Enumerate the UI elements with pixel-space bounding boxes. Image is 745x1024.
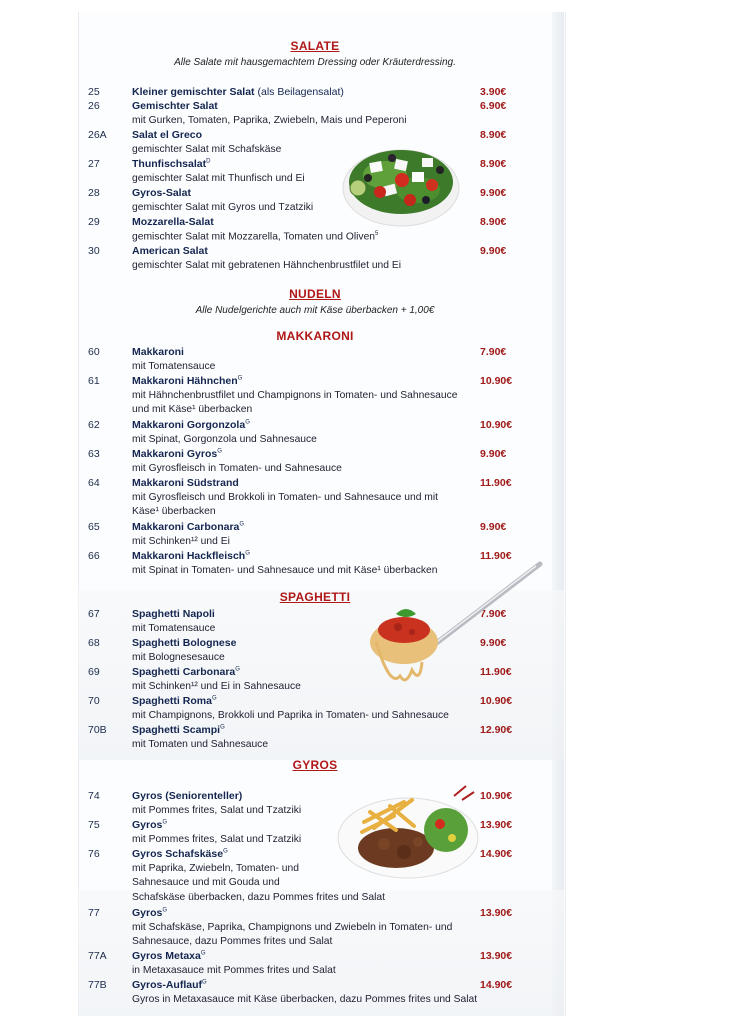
item-price: 7.90€ — [480, 346, 507, 358]
item-price: 8.90€ — [480, 129, 507, 141]
item-number: 65 — [88, 521, 100, 533]
item-description-text: Sahnesauce und mit Gouda und — [132, 877, 280, 889]
section-title-salate: SALATE — [290, 39, 340, 53]
item-name — [132, 477, 239, 489]
item-description-text: mit Tomatensauce — [132, 360, 216, 372]
item-name-text: Makkaroni — [132, 346, 184, 358]
item-number: 77B — [88, 979, 107, 991]
item-description-text: gemischter Salat mit gebratenen Hähnchenbrustfilet und Ei — [132, 259, 402, 271]
item-name-text: Gyros Metaxa — [132, 950, 201, 962]
item-name — [132, 950, 206, 962]
item-name-text: Spaghetti Carbonara — [132, 666, 236, 678]
item-name — [132, 907, 167, 919]
allergen-mark: G — [200, 950, 206, 957]
section-subtitle-salate: Alle Salate mit hausgemachtem Dressing oder Kräuterdressing. — [174, 57, 456, 68]
item-description — [132, 994, 477, 1005]
item-number: 60 — [88, 346, 100, 358]
item-description — [132, 536, 230, 547]
item-price: 9.90€ — [480, 637, 507, 649]
section-title-spaghetti: SPAGHETTI — [279, 590, 351, 604]
item-name — [132, 86, 344, 98]
item-number: 26A — [88, 129, 107, 141]
item-number: 70B — [88, 724, 107, 736]
allergen-mark: G — [237, 375, 243, 382]
greek-salad-image — [340, 130, 462, 230]
item-name — [132, 245, 208, 257]
allergen-mark: G — [223, 848, 228, 855]
item-number: 67 — [88, 608, 100, 620]
item-description-text: mit Hähnchenbrustfilet und Champignons in Tomaten- und Sahnesauce — [132, 389, 458, 401]
item-description — [132, 434, 317, 445]
item-price: 10.90€ — [480, 790, 513, 802]
item-number: 27 — [88, 158, 100, 170]
item-description-text: in Metaxasauce mit Pommes frites und Salat — [132, 964, 336, 976]
allergen-mark: G — [239, 521, 245, 528]
item-description — [132, 202, 313, 213]
allergen-mark: G — [245, 550, 250, 557]
item-description — [132, 390, 458, 401]
item-name-text: Makkaroni Carbonara — [132, 521, 240, 533]
allergen-mark: G — [245, 419, 250, 426]
allergen-mark: G — [220, 724, 225, 731]
item-description — [132, 710, 449, 721]
item-number: 61 — [88, 375, 100, 387]
item-name-text: Gemischter Salat — [132, 100, 218, 112]
item-name — [132, 550, 250, 562]
item-name — [132, 819, 167, 831]
item-name — [132, 100, 218, 112]
item-description-text: mit Tomaten und Sahnesauce — [132, 738, 269, 750]
item-price: 13.90€ — [480, 950, 513, 962]
item-name — [132, 637, 236, 649]
item-description — [132, 623, 215, 634]
item-description-text: mit Schinken¹² und Ei in Sahnesauce — [132, 680, 301, 692]
allergen-mark: G — [211, 695, 217, 702]
item-description-text: mit Pommes frites, Salat und Tzatziki — [132, 804, 302, 816]
item-description — [132, 506, 216, 517]
section-title-gyros: GYROS — [292, 758, 338, 772]
item-description — [132, 863, 299, 874]
item-number: 68 — [88, 637, 100, 649]
item-number: 63 — [88, 448, 100, 460]
item-name — [132, 187, 191, 199]
item-description — [132, 805, 301, 816]
item-description-text: Sahnesauce, dazu Pommes frites und Salat — [132, 936, 333, 948]
item-description — [132, 892, 385, 903]
item-number: 70 — [88, 695, 100, 707]
item-description — [132, 144, 281, 155]
item-name-text: Mozzarella-Salat — [132, 216, 214, 228]
item-price: 8.90€ — [480, 216, 507, 228]
item-name — [132, 216, 214, 228]
item-name-text: Gyros Schafskäse — [132, 848, 224, 860]
item-number: 64 — [88, 477, 100, 489]
item-number: 62 — [88, 419, 100, 431]
item-description-text: mit Champignons, Brokkoli und Paprika in Tomaten- und Sahnesauce — [132, 709, 449, 721]
item-number: 30 — [88, 245, 100, 257]
allergen-mark: D — [206, 158, 211, 165]
item-name-text: Makkaroni Südstrand — [132, 477, 239, 489]
item-name-text: Salat el Greco — [132, 129, 203, 141]
item-name-text: Gyros-Salat — [132, 187, 191, 199]
item-name — [132, 790, 242, 802]
item-name-text: American Salat — [132, 245, 208, 257]
item-name — [132, 129, 202, 141]
item-description — [132, 922, 452, 933]
item-description-text: gemischter Salat mit Schafskäse — [132, 143, 282, 155]
item-price: 11.90€ — [480, 477, 512, 489]
item-price: 7.90€ — [480, 608, 507, 620]
item-description — [132, 492, 438, 503]
allergen-mark: G — [217, 448, 222, 455]
item-number: 66 — [88, 550, 100, 562]
item-number: 77A — [88, 950, 107, 962]
item-description — [132, 739, 268, 750]
allergen-mark: G — [162, 819, 168, 826]
item-description-text: gemischter Salat mit Gyros und Tzatziki — [132, 201, 314, 213]
item-number: 75 — [88, 819, 100, 831]
item-description — [132, 173, 305, 184]
item-name — [132, 419, 250, 431]
item-description — [132, 652, 225, 663]
allergen-mark: G — [202, 979, 207, 986]
item-name — [132, 724, 225, 736]
item-name-text: Makkaroni Hähnchen — [132, 375, 238, 387]
item-name-text: Thunfischsalat — [132, 158, 207, 170]
item-name-text: Gyros — [132, 907, 163, 919]
item-price: 10.90€ — [480, 375, 513, 387]
item-description-text: Schafskäse überbacken, dazu Pommes frites und Salat — [132, 891, 385, 903]
item-description — [132, 361, 215, 372]
item-name — [132, 448, 222, 460]
item-name-text: Gyros — [132, 819, 163, 831]
item-price: 9.90€ — [480, 245, 507, 257]
item-name — [132, 375, 242, 387]
item-name-text: Kleiner gemischter Salat — [132, 86, 255, 98]
item-description-text: mit Spinat, Gorgonzola und Sahnesauce — [132, 433, 317, 445]
item-description-text: mit Tomatensauce — [132, 622, 216, 634]
item-description-text: Gyros in Metaxasauce mit Käse überbacken, dazu Pommes frites und Salat — [132, 993, 478, 1005]
item-price: 14.90€ — [480, 979, 513, 991]
item-name-text: Makkaroni Gorgonzola — [132, 419, 246, 431]
item-description-text: mit Gurken, Tomaten, Paprika, Zwiebeln, Mais und Peperoni — [132, 114, 407, 126]
page-edge-shadow — [552, 12, 564, 1016]
item-description-text: und mit Käse¹ überbacken — [132, 404, 253, 416]
item-description-text: mit Schafskäse, Paprika, Champignons und Zwiebeln in Tomaten- und — [132, 921, 453, 933]
item-description-text: mit Gyrosfleisch in Tomaten- und Sahnesauce — [132, 462, 342, 474]
item-name — [132, 979, 207, 991]
item-number: 74 — [88, 790, 100, 802]
allergen-mark: G — [162, 907, 168, 914]
item-price: 11.90€ — [480, 666, 512, 678]
section-title-nudeln: NUDELN — [289, 287, 341, 301]
item-description-text: Käse¹ überbacken — [132, 506, 216, 518]
item-description-text: mit Pommes frites, Salat und Tzatziki — [132, 833, 302, 845]
item-description — [132, 260, 401, 271]
item-description-text: mit Gyrosfleisch und Brokkoli in Tomaten- und Sahnesauce und mit — [132, 491, 439, 503]
item-price: 9.90€ — [480, 187, 507, 199]
item-number: 25 — [88, 86, 100, 98]
item-description — [132, 681, 301, 692]
item-name — [132, 695, 217, 707]
allergen-mark: G — [235, 666, 240, 673]
item-name — [132, 608, 215, 620]
item-price: 3.90€ — [480, 86, 507, 98]
item-price: 10.90€ — [480, 419, 513, 431]
item-name-text: Gyros (Seniorenteller) — [132, 790, 243, 802]
item-price: 13.90€ — [480, 907, 513, 919]
section-title-makkaroni: MAKKARONI — [276, 329, 354, 343]
item-description — [132, 463, 342, 474]
item-description-text: mit Spinat in Tomaten- und Sahnesauce und mit Käse¹ überbacken — [132, 564, 438, 576]
item-name-text: Spaghetti Scampi — [132, 724, 221, 736]
item-name — [132, 521, 244, 533]
item-description — [132, 965, 336, 976]
spaghetti-fork-image — [360, 558, 544, 690]
item-name-text: Spaghetti Bolognese — [132, 637, 237, 649]
item-name — [132, 346, 184, 358]
item-description-text: gemischter Salat mit Mozzarella, Tomaten und Oliven — [132, 231, 376, 243]
item-name — [132, 848, 228, 860]
item-number: 77 — [88, 907, 100, 919]
item-description-text: mit Paprika, Zwiebeln, Tomaten- und — [132, 862, 299, 874]
item-price: 14.90€ — [480, 848, 513, 860]
item-name — [132, 158, 210, 170]
item-price: 6.90€ — [480, 100, 507, 112]
item-name-text: Gyros-Auflauf — [132, 979, 203, 991]
item-price: 11.90€ — [480, 550, 512, 562]
item-name-text: Spaghetti Roma — [132, 695, 212, 707]
item-number: 69 — [88, 666, 100, 678]
item-price: 8.90€ — [480, 158, 507, 170]
item-note: (als Beilagensalat) — [254, 86, 344, 98]
item-description — [132, 877, 280, 888]
item-description-text: gemischter Salat mit Thunfisch und Ei — [132, 172, 305, 184]
item-price: 10.90€ — [480, 695, 513, 707]
item-price: 9.90€ — [480, 521, 507, 533]
item-name-text: Makkaroni Hackfleisch — [132, 550, 246, 562]
item-number: 26 — [88, 100, 100, 112]
item-description — [132, 115, 407, 126]
section-subtitle-nudeln: Alle Nudelgerichte auch mit Käse überbacken + 1,00€ — [195, 305, 435, 316]
item-description — [132, 404, 252, 415]
item-name-text: Makkaroni Gyros — [132, 448, 218, 460]
item-number: 29 — [88, 216, 100, 228]
item-number: 76 — [88, 848, 100, 860]
item-description — [132, 834, 301, 845]
item-price: 9.90€ — [480, 448, 507, 460]
item-description-text: mit Schinken¹² und Ei — [132, 535, 230, 547]
item-price: 13.90€ — [480, 819, 513, 831]
item-name-text: Spaghetti Napoli — [132, 608, 215, 620]
item-name — [132, 666, 240, 678]
item-description-text: mit Bolognesesauce — [132, 651, 225, 663]
item-number: 28 — [88, 187, 100, 199]
allergen-mark: 5 — [375, 230, 379, 237]
item-description — [132, 936, 332, 947]
gyros-plate-image — [334, 782, 480, 882]
item-description — [132, 231, 378, 242]
item-price: 12.90€ — [480, 724, 513, 736]
